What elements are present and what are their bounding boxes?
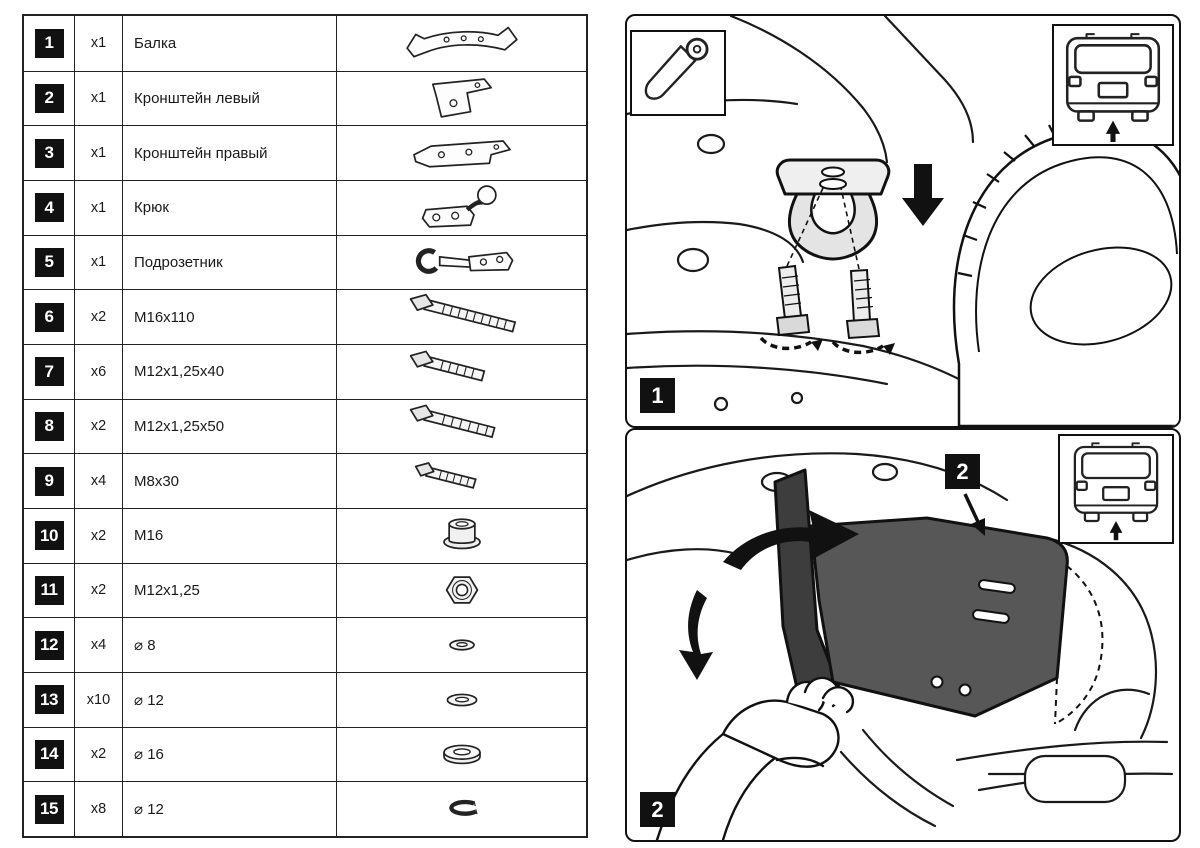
car-rear-icon — [1054, 26, 1172, 144]
table-row — [24, 727, 586, 782]
bolt-icon — [352, 348, 572, 396]
part-number-cell — [24, 345, 74, 399]
part-quantity: x2 — [74, 400, 122, 454]
spring-washer-icon — [352, 785, 572, 833]
table-row — [24, 508, 586, 563]
part-quantity: x4 — [74, 618, 122, 672]
part-number-badge: 15 — [35, 795, 64, 824]
part-number-cell — [24, 400, 74, 454]
part-quantity: x2 — [74, 564, 122, 618]
part-quantity: x2 — [74, 728, 122, 782]
step-2-badge: 2 — [640, 792, 675, 827]
bolt-icon — [352, 402, 572, 450]
washer-icon — [352, 730, 572, 778]
hex-nut-icon — [352, 566, 572, 614]
step-1-panel — [625, 14, 1181, 428]
part-illustration-cell — [336, 509, 586, 563]
part-number-badge: 3 — [35, 139, 64, 168]
table-row — [24, 180, 586, 235]
part-number-badge: 1 — [35, 29, 64, 58]
part-name: M8x30 — [122, 454, 336, 508]
part-name: Кронштейн правый — [122, 126, 336, 180]
table-row — [24, 71, 586, 126]
left-bracket-icon — [352, 74, 572, 122]
wrench-icon — [632, 32, 724, 114]
part-number-badge: 13 — [35, 685, 64, 714]
part-name: ⌀ 16 — [122, 728, 336, 782]
part-name: M12x1,25x50 — [122, 400, 336, 454]
part-illustration-cell — [336, 126, 586, 180]
part-quantity: x2 — [74, 290, 122, 344]
part-number-badge: 2 — [35, 84, 64, 113]
part-name: Балка — [122, 16, 336, 71]
part-illustration-cell — [336, 618, 586, 672]
table-row — [24, 672, 586, 727]
part-number-cell — [24, 72, 74, 126]
part-number-badge: 6 — [35, 303, 64, 332]
part-illustration-cell — [336, 290, 586, 344]
part-illustration-cell — [336, 16, 586, 71]
table-row — [24, 344, 586, 399]
bolt-icon — [352, 457, 572, 505]
part-quantity: x1 — [74, 72, 122, 126]
part-illustration-cell — [336, 782, 586, 836]
part-number-badge: 4 — [35, 193, 64, 222]
table-row — [24, 289, 586, 344]
part-quantity: x6 — [74, 345, 122, 399]
part-name: M12x1,25x40 — [122, 345, 336, 399]
part-number-badge: 11 — [35, 576, 64, 605]
socket-plate-icon — [352, 238, 572, 286]
bolt-icon — [352, 293, 572, 341]
car-rear-inset — [1052, 24, 1174, 146]
part-number-cell — [24, 564, 74, 618]
part-quantity: x1 — [74, 126, 122, 180]
part-number-cell — [24, 290, 74, 344]
part-quantity: x10 — [74, 673, 122, 727]
table-row — [24, 563, 586, 618]
part-name: ⌀ 12 — [122, 782, 336, 836]
part-number-badge: 9 — [35, 467, 64, 496]
lower-arrow — [679, 590, 713, 680]
car-rear-icon — [1060, 436, 1172, 542]
part-name: ⌀ 8 — [122, 618, 336, 672]
part-quantity: x1 — [74, 16, 122, 71]
part-name: M16x110 — [122, 290, 336, 344]
part-number-cell — [24, 673, 74, 727]
part-name: M16 — [122, 509, 336, 563]
part-illustration-cell — [336, 673, 586, 727]
part-illustration-cell — [336, 400, 586, 454]
right-bracket-icon — [352, 129, 572, 177]
wrench-inset — [630, 30, 726, 116]
part-number-badge: 5 — [35, 248, 64, 277]
table-row — [24, 781, 586, 836]
part-number-cell — [24, 181, 74, 235]
washer-icon — [352, 676, 572, 724]
table-row — [24, 235, 586, 290]
part-number-badge: 10 — [35, 521, 64, 550]
part-illustration-cell — [336, 236, 586, 290]
part-quantity: x1 — [74, 181, 122, 235]
step-1-badge: 1 — [640, 378, 675, 413]
parts-table — [22, 14, 588, 838]
part-number-cell — [24, 728, 74, 782]
car-rear-inset — [1058, 434, 1174, 544]
part-illustration-cell — [336, 345, 586, 399]
part-number-cell — [24, 509, 74, 563]
hand-illustration — [657, 678, 853, 840]
part-number-cell — [24, 618, 74, 672]
part-number-badge: 8 — [35, 412, 64, 441]
part-number-cell — [24, 16, 74, 71]
part-quantity: x8 — [74, 782, 122, 836]
part-illustration-cell — [336, 564, 586, 618]
part-name: Кронштейн левый — [122, 72, 336, 126]
table-row — [24, 617, 586, 672]
part-number-badge: 7 — [35, 357, 64, 386]
part-illustration-cell — [336, 181, 586, 235]
table-row — [24, 453, 586, 508]
beam-icon — [352, 19, 572, 67]
part-name: M12x1,25 — [122, 564, 336, 618]
part-quantity: x2 — [74, 509, 122, 563]
part-illustration-cell — [336, 72, 586, 126]
part-quantity: x4 — [74, 454, 122, 508]
table-row — [24, 125, 586, 180]
tow-hook-icon — [352, 184, 572, 232]
part-name: Подрозетник — [122, 236, 336, 290]
part-name: Крюк — [122, 181, 336, 235]
step-2-callout-badge: 2 — [945, 454, 980, 489]
part-name: ⌀ 12 — [122, 673, 336, 727]
part-number-badge: 14 — [35, 740, 64, 769]
part-number-cell — [24, 782, 74, 836]
table-row — [24, 399, 586, 454]
table-row — [24, 16, 586, 71]
part-number-cell — [24, 126, 74, 180]
part-number-badge: 12 — [35, 631, 64, 660]
part-number-cell — [24, 454, 74, 508]
part-number-cell — [24, 236, 74, 290]
washer-icon — [352, 621, 572, 669]
part-illustration-cell — [336, 454, 586, 508]
flange-nut-icon — [352, 512, 572, 560]
part-quantity: x1 — [74, 236, 122, 290]
press-down-arrow — [902, 164, 944, 226]
part-illustration-cell — [336, 728, 586, 782]
step-2-panel — [625, 428, 1181, 842]
